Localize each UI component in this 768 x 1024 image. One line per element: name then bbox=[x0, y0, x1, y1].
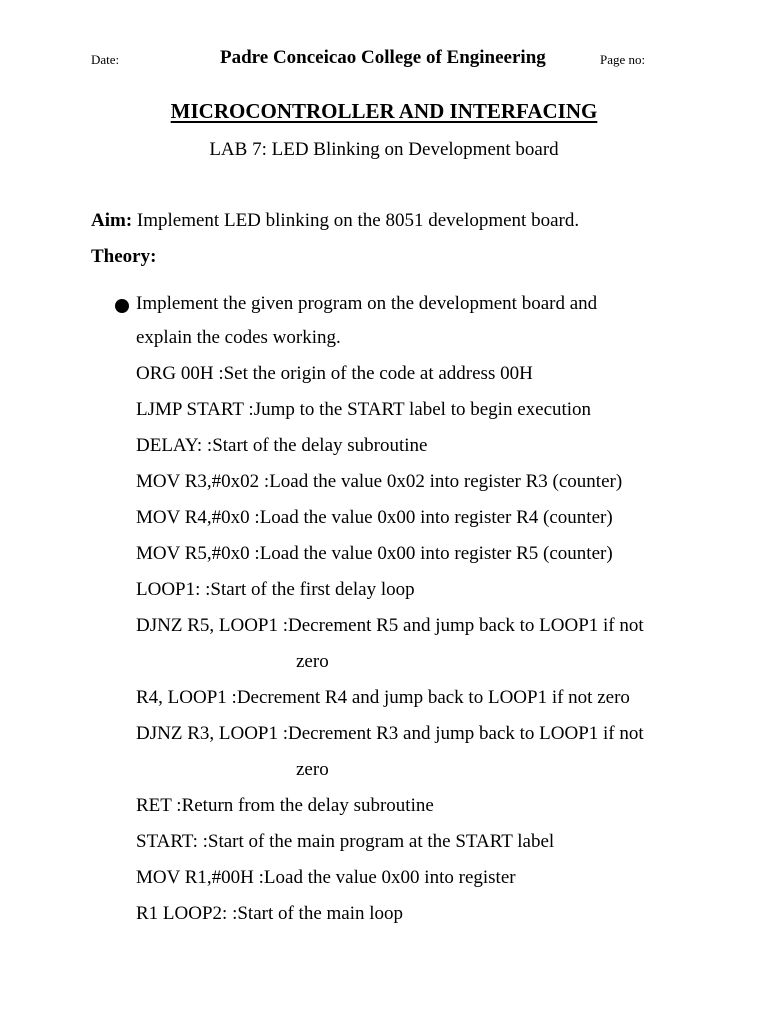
code-line: R4, LOOP1 :Decrement R4 and jump back to LOOP1 if not zero bbox=[136, 687, 630, 708]
college-name: Padre Conceicao College of Engineering bbox=[220, 47, 546, 68]
code-line: LOOP1: :Start of the first delay loop bbox=[136, 579, 415, 600]
aim-text: Implement LED blinking on the 8051 development board. bbox=[136, 210, 580, 231]
code-line: RET :Return from the delay subroutine bbox=[136, 795, 434, 816]
date-label: Date: bbox=[91, 52, 120, 67]
code-line: MOV R3,#0x02 :Load the value 0x02 into register R3 (counter) bbox=[136, 471, 623, 492]
bullet-icon bbox=[115, 299, 129, 313]
bullet-text-line-2: explain the codes working. bbox=[136, 327, 341, 348]
lab-title: LAB 7: LED Blinking on Development board bbox=[209, 139, 559, 160]
code-line: ORG 00H :Set the origin of the code at address 00H bbox=[136, 363, 533, 384]
aim-section bbox=[91, 210, 579, 232]
code-line: LJMP START :Jump to the START label to begin execution bbox=[136, 399, 592, 420]
code-line: DJNZ R3, LOOP1 :Decrement R3 and jump back to LOOP1 if not bbox=[136, 723, 644, 744]
code-line: DJNZ R5, LOOP1 :Decrement R5 and jump back to LOOP1 if not bbox=[136, 615, 644, 636]
bullet-text-line-1: Implement the given program on the development board and bbox=[136, 293, 598, 314]
page-number-label: Page no: bbox=[600, 52, 646, 67]
code-line: DELAY: :Start of the delay subroutine bbox=[136, 435, 428, 456]
code-line: R1 LOOP2: :Start of the main loop bbox=[136, 903, 404, 924]
subject-title: MICROCONTROLLER AND INTERFACING bbox=[170, 99, 598, 123]
code-line: MOV R4,#0x0 :Load the value 0x00 into register R4 (counter) bbox=[136, 507, 613, 528]
code-line-continuation: zero bbox=[296, 759, 329, 780]
aim-label: Aim: bbox=[91, 210, 133, 231]
code-line: MOV R1,#00H :Load the value 0x00 into register bbox=[136, 867, 516, 888]
theory-label: Theory: bbox=[91, 246, 157, 267]
code-line: MOV R5,#0x0 :Load the value 0x00 into register R5 (counter) bbox=[136, 543, 613, 564]
code-line-continuation: zero bbox=[296, 651, 329, 672]
code-line: START: :Start of the main program at the START label bbox=[136, 831, 555, 852]
